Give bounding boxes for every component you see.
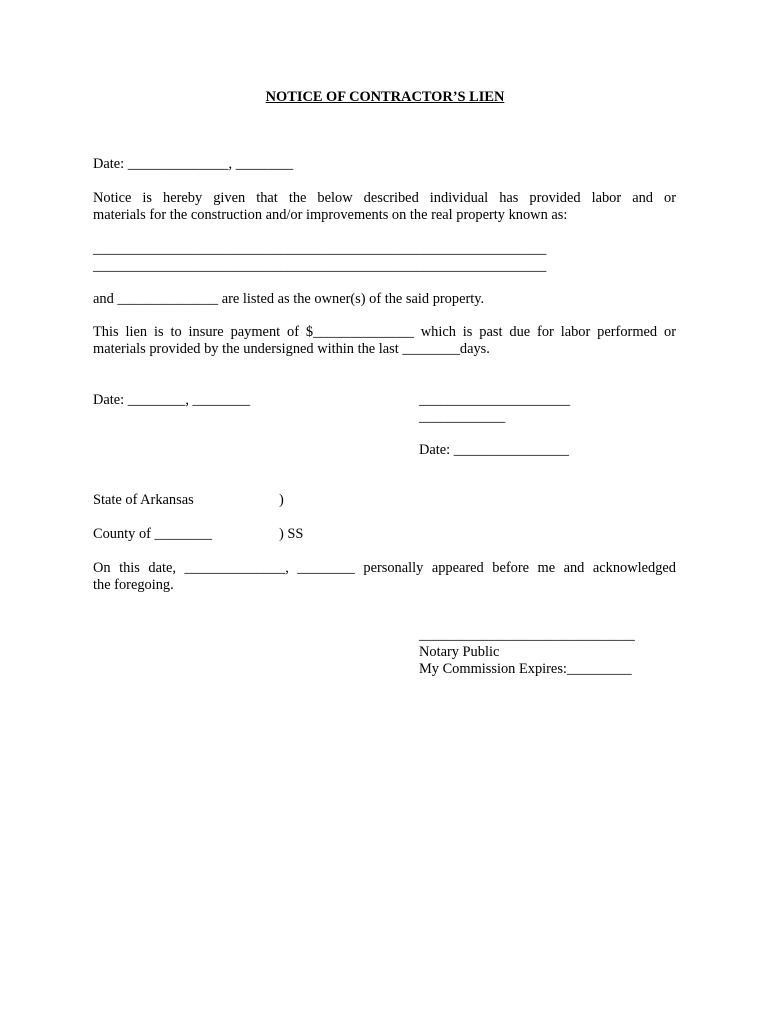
date-line: Date: ______________, ________ [93,156,294,172]
venue-county: County of ________ [93,526,213,542]
signature-date-right: Date: ________________ [419,442,569,458]
notary-signature-line: ______________________________ [419,627,635,643]
acknowledgment-paragraph [93,560,676,594]
signature-line-2: ____________ [419,409,506,425]
signature-date-left: Date: ________, ________ [93,392,251,408]
owners-line: and ______________ are listed as the owner(s) of the said property. [93,291,485,307]
venue-state-paren: ) [279,492,284,508]
payment-line-2: materials provided by the undersigned within the last ________days. [93,341,490,357]
notice-line-1: Notice is hereby given that the below described individual has provided labor and or [93,190,676,206]
notary-commission: My Commission Expires:_________ [419,661,632,677]
acknowledgment-line-1: On this date, ______________, ________ personally appeared before me and acknowledged [93,560,676,576]
acknowledgment-line-2: the foregoing. [93,577,174,593]
signature-line-1: _____________________ [419,392,571,408]
payment-paragraph [93,324,676,358]
notice-paragraph [93,190,676,224]
venue-county-ss: ) SS [279,526,304,542]
property-line-1: _______________________________________________________________ [93,241,547,257]
venue-state: State of Arkansas [93,492,194,508]
property-line-2: _______________________________________________________________ [93,258,547,274]
notice-line-2: materials for the construction and/or improvements on the real property known as: [93,207,568,223]
notary-label: Notary Public [419,644,500,660]
document-title: NOTICE OF CONTRACTOR’S LIEN [265,89,505,105]
payment-line-1: This lien is to insure payment of $______________ which is past due for labor performed or [93,324,676,340]
